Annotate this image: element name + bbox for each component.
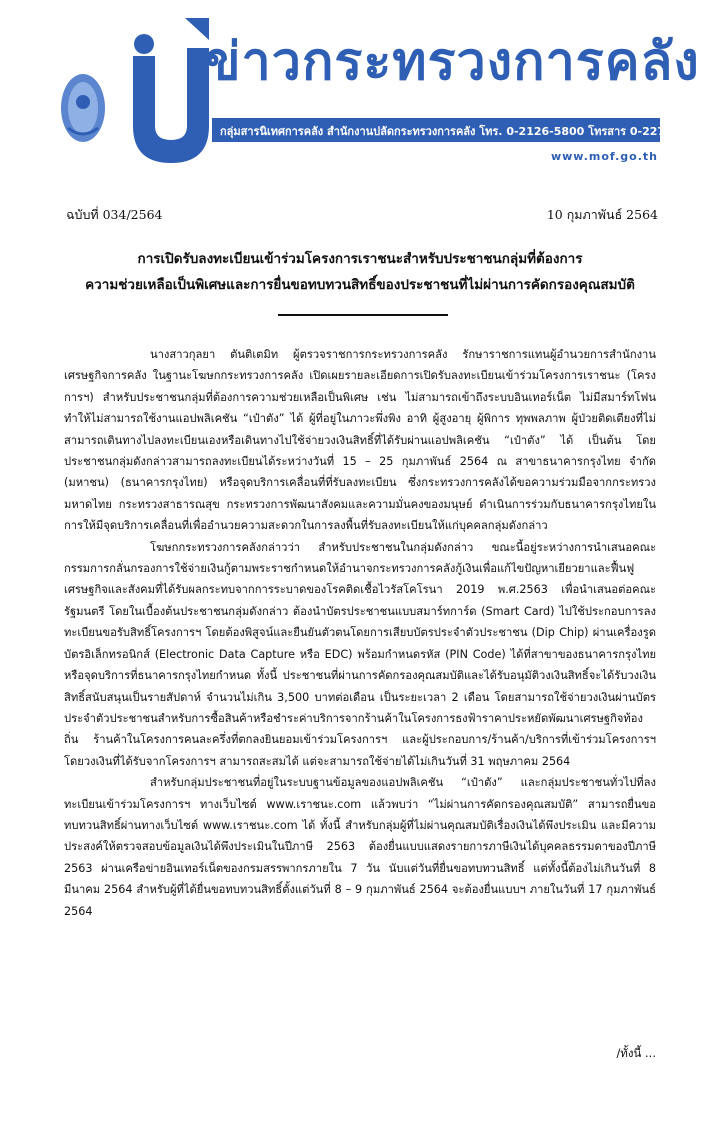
issue-number: ฉบับที่ 034/2564 — [66, 207, 163, 222]
continued-marker: /ทั้งนี้ ... — [616, 1046, 656, 1060]
news-logo-mark-icon — [125, 18, 215, 163]
paragraph-2: โฆษกกระทรวงการคลังกล่าวว่า สำหรับประชาชนในกลุ่มดังกล่าว ขณะนี้อยู่ระหว่างการนำเสนอคณะกรรมการกลั่นกรองการใช้จ่ายเงินกู้ตามพระราชกำหนดให้อำนาจกระทรวงการคลังกู้เงินเพื่อแก้ไขปัญหาเยียวยาและฟื้นฟูเศรษฐกิจและสังคมที่ได้รับผลกระทบจากการระบาดของโรคติดเชื้อไวรัสโคโรนา 2019 พ.ศ.2563 เพื่อนำเสนอต่อคณะรัฐมนตรี โดยในเบื้องต้นประชาชนกลุ่มดังกล่าว ต้องนำบัตรประชาชนแบบสมาร์ทการ์ด (Smart Card) ไปใช้ประกอบการลงทะเบียนขอรับสิทธิ์โครงการฯ โดยต้องพิสูจน์และยืนยันตัวตนโดยการเสียบบัตรประจำตัวประชาชน (Dip Chip) ผ่านเครื่องรูดบัตรอิเล็กทรอนิกส์ (Electronic Data Capture หรือ EDC) พร้อมกำหนดรหัส (PIN Code) ได้ที่สาขาของธนาคารกรุงไทย หรือจุดบริการที่ธนาคารกรุงไทยกำหนด ทั้งนี้ ประชาชนที่ผ่านการคัดกรองคุณสมบัติและได้รับอนุมัติวงเงินสิทธิ์จะได้รับวงเงินสิทธิ์สนับสนุนเป็นรายสัปดาห์ จำนวนไม่เกิน 3,500 บาทต่อเดือน เป็นระยะเวลา 2 เดือน โดยสามารถใช้จ่ายวงเงินผ่านบัตรประจำตัวประชาชนสำหรับการซื้อสินค้าหรือชำระค่าบริการจากร้านค้าในโครงการธงฟ้าราคาประหยัดพัฒนาเศรษฐกิจท้องถิ่น ร้านค้าในโครงการคนละครึ่งที่ตกลงยินยอมเข้าร่วมโครงการฯ และผู้ประกอบการ/ร้านค้า/บริการที่เข้าร่วมโครงการฯ โดยวงเงินที่ได้รับจากโครงการฯ สามารถสะสมได้ แต่จะสามารถใช้จ่ายได้ไม่เกินวันที่ 31 พฤษภาคม 2564 — [64, 540, 656, 768]
press-release-title — [60, 246, 660, 298]
masthead-website-link[interactable]: www.mof.go.th — [550, 150, 658, 163]
masthead-title: ข่าวกระทรวงการคลัง — [205, 32, 700, 92]
title-divider — [278, 314, 448, 316]
paragraph-3: สำหรับกลุ่มประชาชนที่อยู่ในระบบฐานข้อมูลของแอปพลิเคชัน “เป๋าตัง” และกลุ่มประชาชนทั่วไปที่ลงทะเบียนเข้าร่วมโครงการฯ ทางเว็บไซต์ www.เราชนะ.com แล้วพบว่า “ไม่ผ่านการคัดกรองคุณสมบัติ” สามารถยื่นขอทบทวนสิทธิ์ผ่านทางเว็บไซต์ www.เราชนะ.com ได้ ทั้งนี้ สำหรับกลุ่มผู้ที่ไม่ผ่านคุณสมบัติเรื่องเงินได้พึงประเมิน และมีความประสงค์ให้ตรวจสอบข้อมูลเงินได้พึงประเมินในปีภาษี 2563 ต้องยื่นแบบแสดงรายการภาษีเงินได้บุคคลธรรมดาของปีภาษี 2563 ผ่านเครือข่ายอินเทอร์เน็ตของกรมสรรพากรภายใน 7 วัน นับแต่วันที่ยื่นขอทบทวนสิทธิ์ แต่ทั้งนี้ต้องไม่เกินวันที่ 8 มีนาคม 2564 สำหรับผู้ที่ได้ยื่นขอทบทวนสิทธิ์ตั้งแต่วันที่ 8 – 9 กุมภาพันธ์ 2564 จะต้องยื่นแบบฯ ภายในวันที่ 17 กุมภาพันธ์ 2564 — [64, 776, 656, 918]
paragraph-1: นางสาวกุลยา ตันติเตมิท ผู้ตรวจราชการกระทรวงการคลัง รักษาราชการแทนผู้อำนวยการสำนักงานเศรษฐกิจการคลัง ในฐานะโฆษกกระทรวงการคลัง เปิดเผยรายละเอียดการเปิดรับลงทะเบียนเข้าร่วมโครงการเราชนะ (โครงการฯ) สำหรับประชาชนกลุ่มที่ต้องการความช่วยเหลือเป็นพิเศษ เช่น ไม่สามารถเข้าถึงระบบอินเทอร์เน็ต ไม่มีสมาร์ทโฟนทำให้ไม่สามารถใช้งานแอปพลิเคชัน “เป๋าตัง” ได้ ผู้ที่อยู่ในภาวะพึ่งพิง อาทิ ผู้สูงอายุ ผู้พิการ ทุพพลภาพ ผู้ป่วยติดเตียงที่ไม่สามารถเดินทางไปลงทะเบียนเองหรือเดินทางไปใช้จ่ายวงเงินสิทธิ์ที่ได้รับผ่านแอปพลิเคชัน “เป๋าตัง” ได้ เป็นต้น โดยประชาชนกลุ่มดังกล่าวสามารถลงทะเบียนได้ระหว่างวันที่ 15 – 25 กุมภาพันธ์ 2564 ณ สาขาธนาคารกรุงไทย จำกัด (มหาชน) (ธนาคารกรุงไทย) หรือจุดบริการเคลื่อนที่ที่รับลงทะเบียน ซึ่งกระทรวงการคลังได้ขอความร่วมมือจากกระทรวงมหาดไทย กระทรวงสาธารณสุข กระทรวงการพัฒนาสังคมและความมั่นคงของมนุษย์ ดำเนินการร่วมกับธนาคารกรุงไทยในการให้มีจุดบริการเคลื่อนที่เพื่ออำนวยความสะดวกในการลงพื้นที่รับลงทะเบียนให้แก่บุคคลกลุ่มดังกล่าว — [64, 348, 656, 533]
article-body — [64, 344, 656, 922]
masthead — [0, 0, 720, 170]
title-line-1: การเปิดรับลงทะเบียนเข้าร่วมโครงการเราชนะสำหรับประชาชนกลุ่มที่ต้องการ — [137, 251, 583, 267]
ministry-emblem-icon — [58, 72, 108, 144]
title-line-2: ความช่วยเหลือเป็นพิเศษและการยื่นขอทบทวนสิทธิ์ของประชาชนที่ไม่ผ่านการคัดกรองคุณสมบัติ — [85, 277, 635, 293]
masthead-contact: กลุ่มสารนิเทศการคลัง สำนักงานปลัดกระทรวงการคลัง โทร. 0-2126-5800 โทรสาร 0-2273-9763 — [220, 125, 708, 138]
issue-date: 10 กุมภาพันธ์ 2564 — [546, 207, 658, 222]
